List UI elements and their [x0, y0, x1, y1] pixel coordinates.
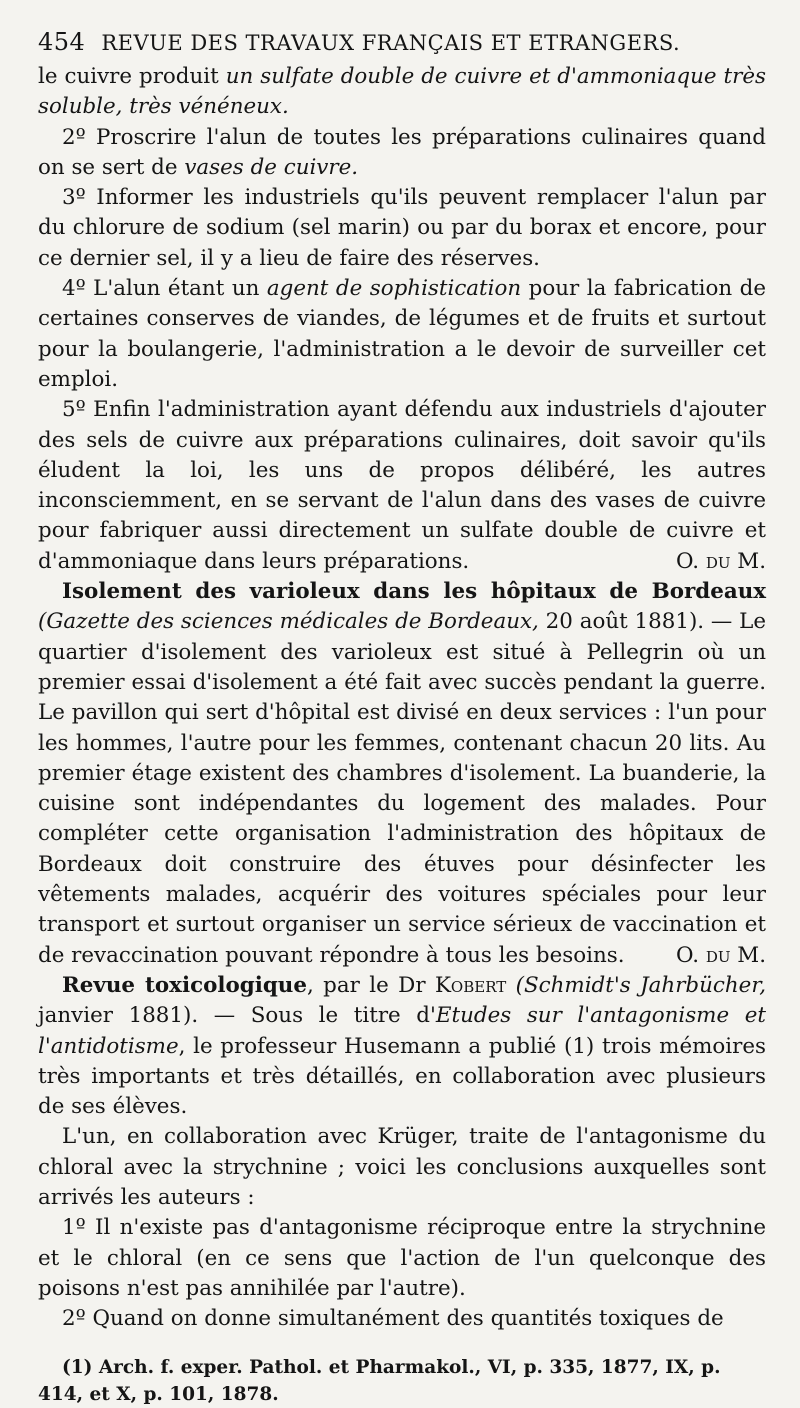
article-revue-toxicologique: Revue toxicologique, par le Dr Kobert (Schmidt's Jahrbücher, janvier 1881). — Sous le titre d'Etudes sur l'antagonisme et l'antidotisme, le professeur Husemann a publié (1) trois mémoires très importants et très détaillés, en collaboration avec plusieurs de ses élèves. [38, 972, 766, 1120]
paragraph-point-3: 3º Informer les industriels qu'ils peuvent remplacer l'alun par du chlorure de sodium (sel marin) ou par du borax et encore, pour ce dernier sel, il y a lieu de faire des réserves. [38, 185, 766, 271]
paragraph-point-4: 4º L'alun étant un agent de sophistication pour la fabrication de certaines conserves de viandes, de légumes et de fruits et surtout pour la boulangerie, l'administration a le devoir de surveiller cet emploi. [38, 276, 766, 392]
paragraph-conclusion-1: 1º Il n'existe pas d'antagonisme réciproque entre la strychnine et le chloral (en ce sens que l'action de l'un quelconque des poisons n'est pas annihilée par l'autre). [38, 1215, 766, 1301]
page [38, 28, 766, 1408]
paragraph-point-5: 5º Enfin l'administration ayant défendu aux industriels d'ajouter des sels de cuivre aux préparations culinaires, doit savoir qu'ils éludent la loi, les uns de propos délibéré, les autres inconsciemment, en se servant de l'alun dans des vases de cuivre pour fabriquer aussi directement un sulfate double de cuivre et d'ammoniaque dans leurs préparations. O. du M. [38, 395, 766, 577]
running-header [38, 28, 766, 56]
article-title: Revue toxicologique [62, 972, 307, 998]
paragraph-point-2: 2º Proscrire l'alun de toutes les préparations culinaires quand on se sert de vases de cuivre. [38, 124, 766, 180]
footnote: (1) Arch. f. exper. Pathol. et Pharmakol., VI, p. 335, 1877, IX, p. 414, et X, p. 101, 1878. [38, 1357, 721, 1406]
signature: O. du M. [675, 548, 766, 574]
signature: O. du M. [675, 942, 766, 968]
running-title: REVUE DES TRAVAUX FRANÇAIS ET ETRANGERS. [101, 31, 681, 55]
article-title: Isolement des varioleux dans les hôpitaux de Bordeaux [62, 579, 766, 605]
page-number: 454 [38, 28, 86, 56]
paragraph-continuation: le cuivre produit un sulfate double de cuivre et d'ammoniaque très soluble, très vénéneux. [38, 64, 766, 120]
article-isolement: Isolement des varioleux dans les hôpitaux de Bordeaux (Gazette des sciences médicales de Bordeaux, 20 août 1881). — Le quartier d'isolement des varioleux est situé à Pellegrin où un premier essai d'isolement a été fait avec succès pendant la guerre. Le pavillon qui sert d'hôpital est divisé en deux services : l'un pour les hommes, l'autre pour les femmes, contenant chacun 20 lits. Au premier étage existent des chambres d'isolement. La buanderie, la cuisine sont indépendantes du logement des malades. Pour compléter cette organisation l'administration des hôpitaux de Bordeaux doit construire des étuves pour désinfecter les vêtements malades, acquérir des voitures spéciales pour leur transport et surtout organiser un service sérieux de vaccination et de revaccination pouvant répondre à tous les besoins. O. du M. [38, 577, 766, 971]
paragraph-conclusion-2: 2º Quand on donne simultanément des quantités toxiques de [62, 1306, 724, 1332]
body-text [38, 62, 766, 1334]
paragraph-krueger: L'un, en collaboration avec Krüger, traite de l'antagonisme du chloral avec la strychnine ; voici les conclusions auxquelles sont arrivés les auteurs : [38, 1124, 766, 1210]
